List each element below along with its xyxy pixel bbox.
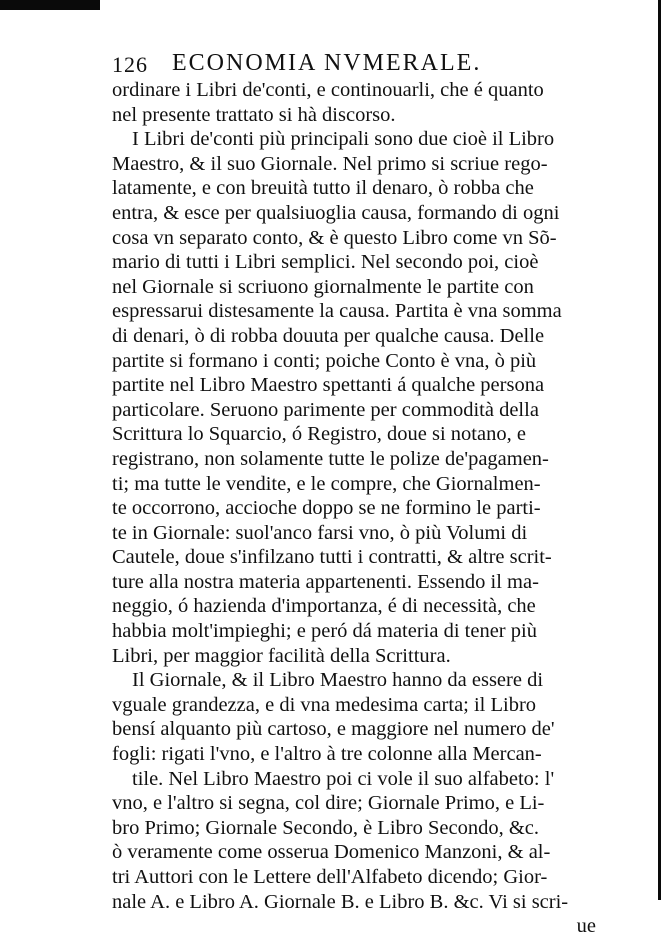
text-line: nel Giornale si scriuono giornalmente le partite con: [112, 275, 534, 298]
text-line: vno, e l'altro si segna, col dire; Giornale Primo, e Li-: [112, 792, 545, 815]
scan-border-top: [0, 0, 661, 10]
text-line: latamente, e con breuità tutto il denaro, ò robba che: [112, 177, 534, 200]
text-line: nel presente trattato si hà discorso.: [112, 103, 396, 126]
text-line: vguale grandezza, e di vna medesima carta; il Libro: [112, 693, 537, 716]
text-line: ti; ma tutte le vendite, e le compre, che Giornalmen-: [112, 472, 541, 495]
scan-ink-mark: [0, 0, 100, 10]
text-line: particolare. Seruono parimente per commodità della: [112, 398, 539, 421]
text-line: bensí alquanto più cartoso, e maggiore nel numero de': [112, 718, 555, 741]
text-line: nale A. e Libro A. Giornale B. e Libro B. &c. Vi si scri-: [112, 890, 569, 913]
running-title: ECONOMIA NVMERALE.: [172, 50, 482, 76]
text-line: ture alla nostra materia appartenenti. Essendo il ma-: [112, 570, 539, 593]
text-line: Maestro, & il suo Giornale. Nel primo si scriue rego-: [112, 152, 548, 175]
text-line: neggio, ó hazienda d'importanza, é di necessità, che: [112, 595, 536, 618]
text-line: ò veramente come osserua Domenico Manzoni, & al-: [112, 841, 551, 864]
text-line: Libri, per maggior facilità della Scrittura.: [112, 644, 451, 667]
text-line: cosa vn separato conto, & è questo Libro come vn Sõ-: [112, 226, 557, 249]
page-number: 126: [112, 52, 148, 77]
text-line: partite nel Libro Maestro spettanti á qualche persona: [112, 374, 545, 397]
text-line: ordinare i Libri de'conti, e continouarli, che é quanto: [112, 79, 544, 101]
text-line: tile. Nel Libro Maestro poi ci vole il suo alfabeto: l': [132, 767, 555, 790]
text-line: habbia molt'impieghi; e peró dá materia di tener più: [112, 620, 537, 643]
book-page: [112, 48, 602, 938]
text-line: registrano, non solamente tutte le polize de'pagamen-: [112, 447, 549, 470]
text-line: partite si formano i conti; poiche Conto è vna, ò più: [112, 349, 537, 372]
text-line: I Libri de'conti più principali sono due cioè il Libro: [132, 128, 555, 151]
text-line: te occorrono, accioche doppo se ne formino le parti-: [112, 497, 541, 520]
text-line: tri Auttori con le Lettere dell'Alfabeto dicendo; Gior-: [112, 866, 548, 888]
catchword: ue: [576, 915, 596, 938]
text-line: espressarui distesamente la causa. Partita è vna somma: [112, 300, 562, 323]
text-line: Il Giornale, & il Libro Maestro hanno da essere di: [132, 669, 544, 692]
text-line: Scrittura lo Squarcio, ó Registro, doue si notano, e: [112, 423, 526, 446]
text-line: te in Giornale: suol'anco farsi vno, ò più Volumi di: [112, 521, 528, 544]
text-line: entra, & esce per qualsiuoglia causa, formando di ogni: [112, 201, 560, 224]
text-line: Cautele, doue s'infilzano tutti i contratti, & altre scrit-: [112, 546, 552, 569]
text-line: fogli: rigati l'vno, e l'altro à tre colonne alla Mercan-: [112, 743, 542, 766]
text-line: mario di tutti i Libri semplici. Nel secondo poi, cioè: [112, 251, 539, 274]
page-header: [112, 48, 602, 78]
text-line: bro Primo; Giornale Secondo, è Libro Secondo, &c.: [112, 816, 539, 839]
text-line: di denari, ò di robba douuta per qualche causa. Delle: [112, 324, 545, 347]
body-text: [112, 78, 602, 914]
